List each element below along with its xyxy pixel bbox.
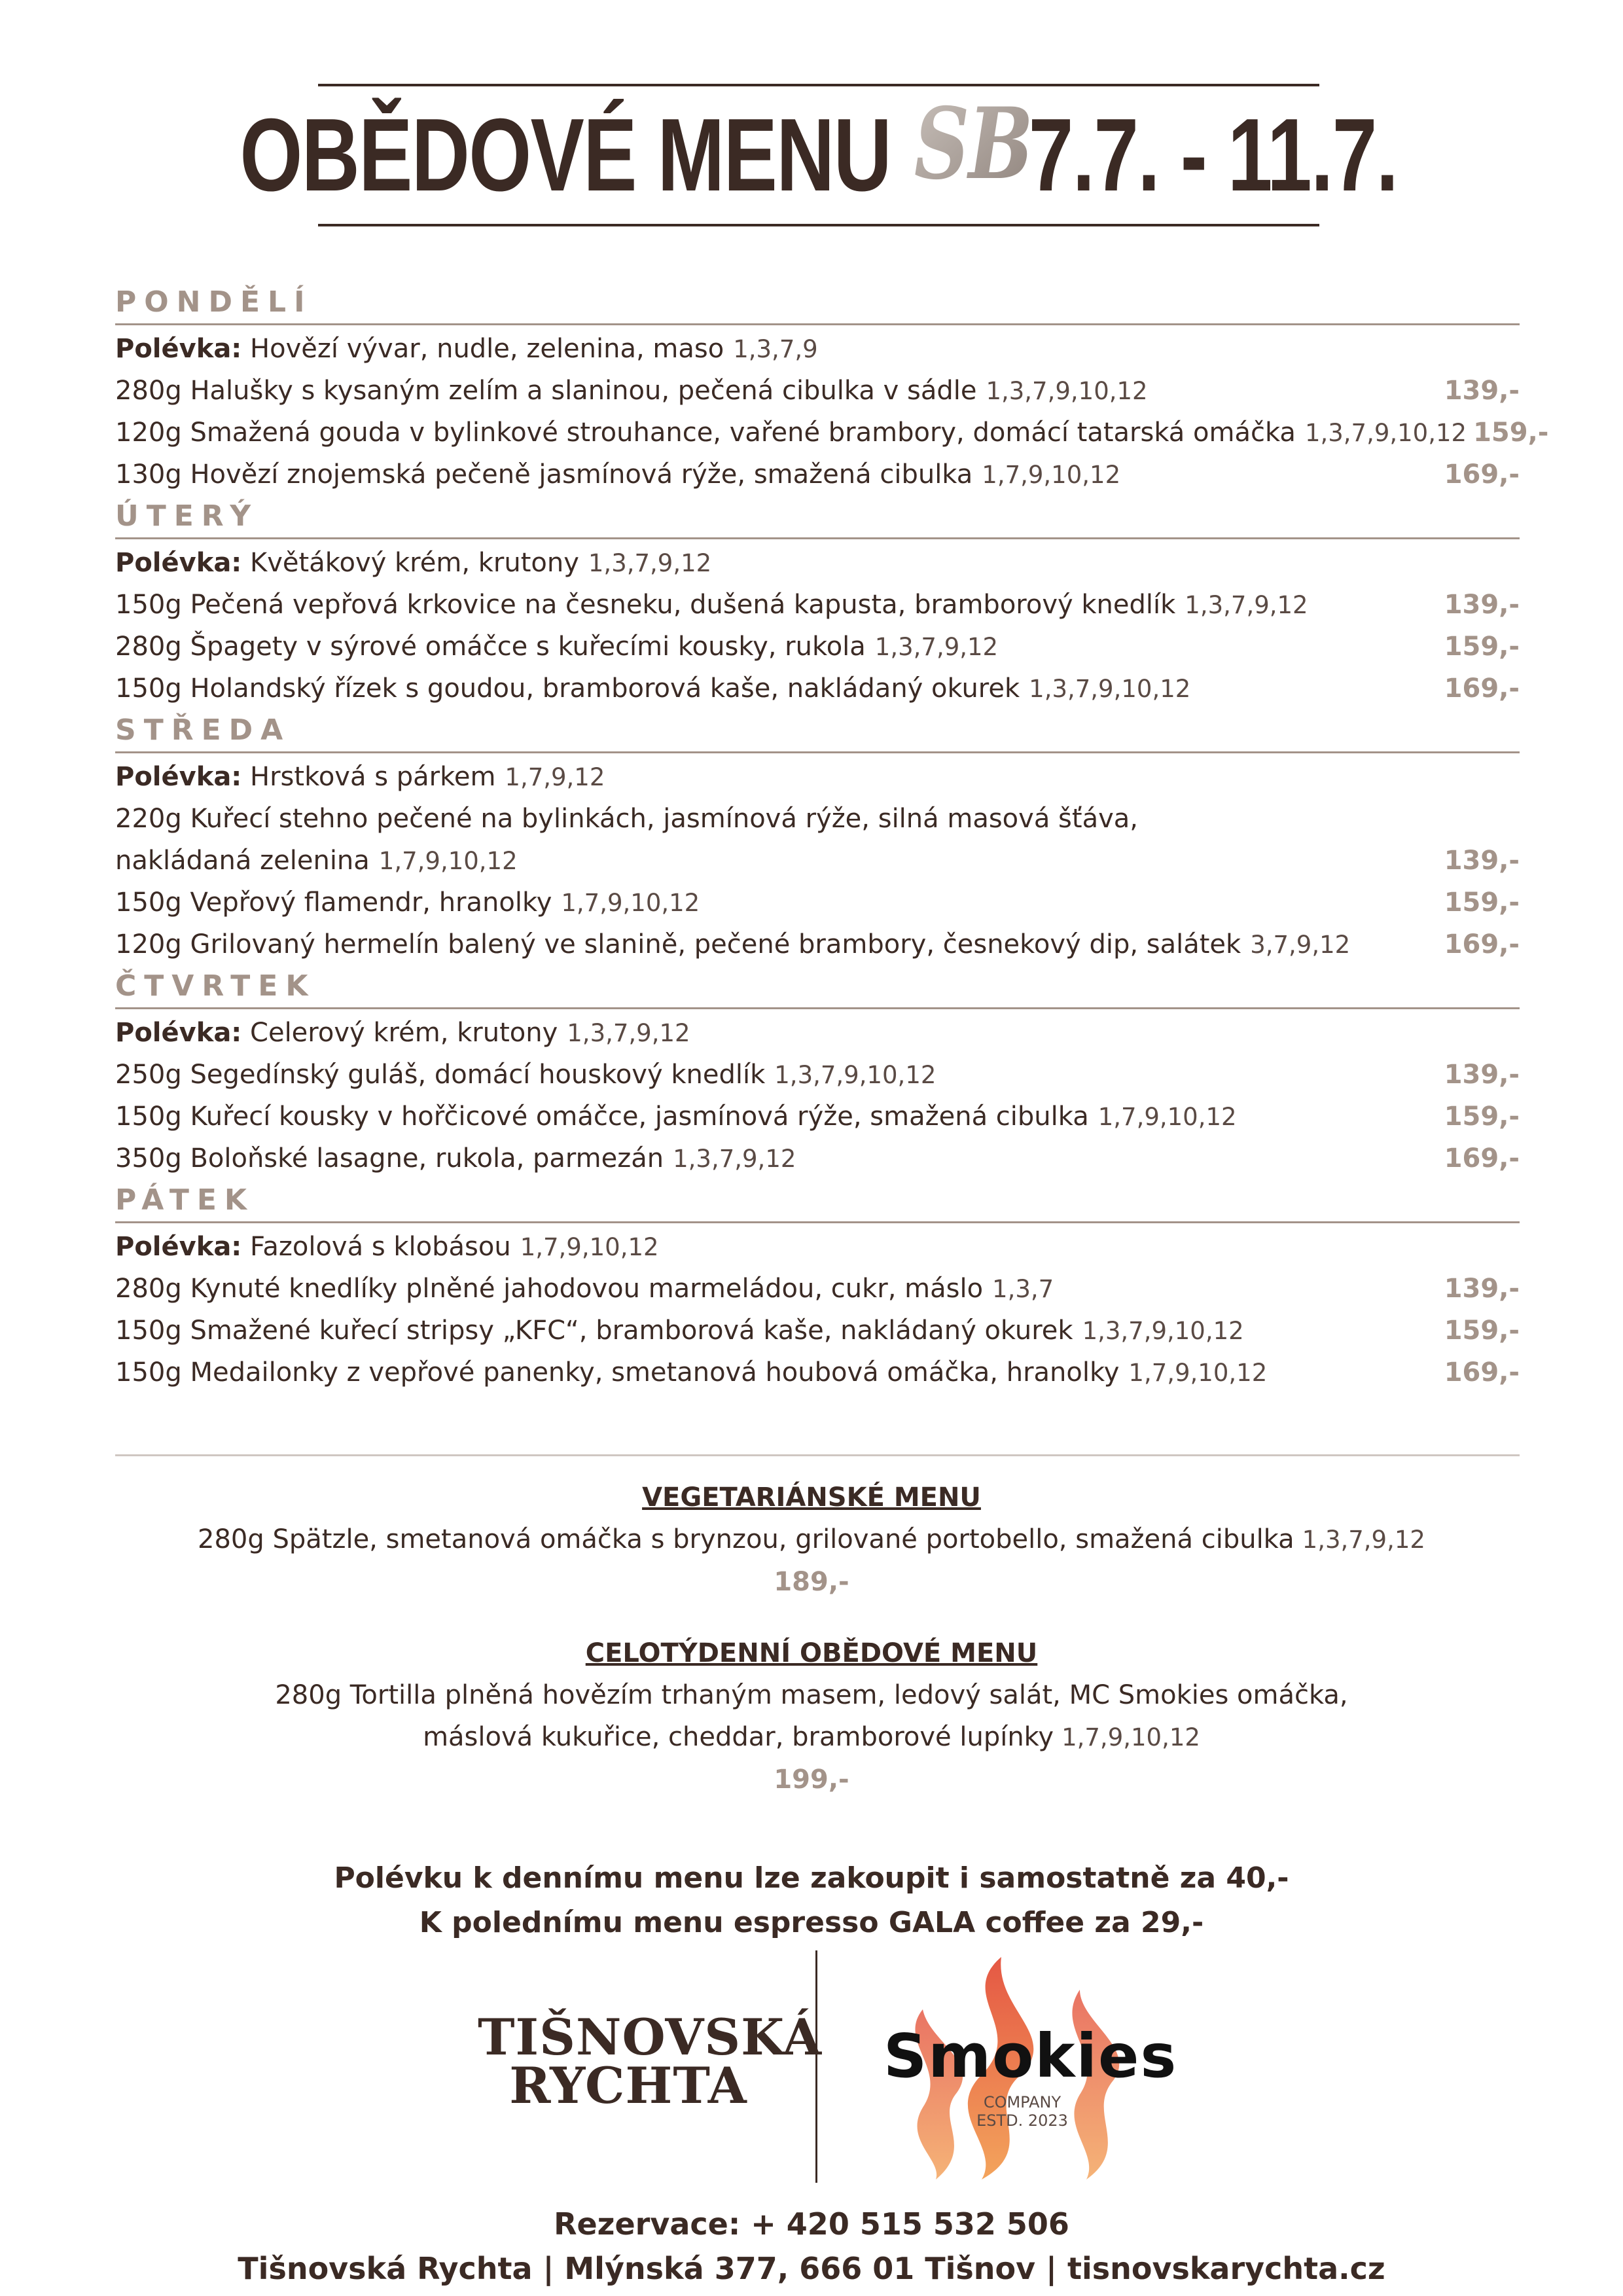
reservation-phone[interactable]: Rezervace: + 420 515 532 506 — [554, 2206, 1069, 2242]
soup-text: Celerový krém, krutony — [250, 1018, 558, 1048]
day-name: PÁTEK — [115, 1179, 1520, 1223]
menu-item-allergens: 1,7,9,10,12 — [561, 889, 700, 917]
menu-item-price: 169,- — [1444, 1143, 1520, 1174]
menu-item-row — [115, 1138, 1520, 1179]
menu-item-allergens: 1,3,7,9,10,12 — [1304, 419, 1467, 447]
menu-item-price: 159,- — [1444, 1102, 1520, 1132]
vegetarian-heading: VEGETARIÁNSKÉ MENU — [642, 1482, 981, 1513]
menu-item-text: 120g Smažená gouda v bylinkové strouhance, vařené brambory, domácí tatarská omáčka — [115, 418, 1296, 448]
menu-item-row — [115, 1352, 1520, 1393]
soup-text: Hrstková s párkem — [250, 762, 496, 792]
menu-item-allergens: 1,7,9,10,12 — [1128, 1359, 1268, 1387]
menu-header — [240, 84, 1398, 226]
smokies-sub2: ESTD. 2023 — [976, 2111, 1068, 2130]
soup-label: Polévka: — [115, 762, 242, 792]
tisnovska-rychta-logo — [478, 2008, 823, 2115]
menu-item-row — [115, 798, 1520, 840]
menu-item-text: 280g Kynuté knedlíky plněné jahodovou marmeládou, cukr, máslo — [115, 1274, 984, 1304]
menu-item-row — [115, 454, 1520, 495]
menu-item-row — [115, 1054, 1520, 1096]
menu-item-allergens: 1,3,7,9,10,12 — [1082, 1317, 1244, 1345]
soup-allergens: 1,3,7,9 — [733, 335, 818, 363]
menu-item-allergens: 1,3,7,9,10,12 — [774, 1061, 936, 1089]
menu-item-price: 139,- — [1444, 846, 1520, 876]
sb-monogram-logo — [911, 85, 1033, 217]
svg-text:SB: SB — [914, 85, 1033, 202]
menu-item-allergens: 1,7,9,10,12 — [1097, 1103, 1237, 1131]
soup-row — [115, 328, 1520, 370]
menu-item-text: 280g Špagety v sýrové omáčce s kuřecími kousky, rukola — [115, 632, 866, 662]
menu-item-text: 150g Pečená vepřová krkovice na česneku, dušená kapusta, bramborový knedlík — [115, 590, 1176, 620]
menu-item-row — [115, 668, 1520, 709]
menu-item-price: 159,- — [1444, 632, 1520, 662]
menu-item-price: 169,- — [1444, 459, 1520, 490]
day-section — [115, 709, 1520, 965]
soup-label: Polévka: — [115, 548, 242, 578]
menu-item-allergens: 1,7,9,10,12 — [378, 847, 518, 875]
menu-item-allergens: 1,3,7,9,10,12 — [1029, 675, 1191, 703]
menu-item-allergens: 1,3,7,9,10,12 — [986, 377, 1148, 405]
weekly-item-line1: 280g Tortilla plněná hovězím trhaným masem, ledový salát, MC Smokies omáčka, — [275, 1680, 1348, 1710]
day-name: STŘEDA — [115, 709, 1520, 753]
menu-item-row — [115, 412, 1549, 454]
menu-item-text-2: nakládaná zelenina — [115, 846, 370, 876]
soup-allergens: 1,7,9,12 — [505, 763, 605, 791]
menu-item-price: 159,- — [1473, 418, 1549, 448]
menu-item-allergens: 1,3,7 — [992, 1275, 1054, 1303]
menu-item-text: 150g Holandský řízek s goudou, bramborová kaše, nakládaný okurek — [115, 673, 1020, 704]
weekly-heading: CELOTÝDENNÍ OBĚDOVÉ MENU — [585, 1638, 1038, 1668]
menu-item-allergens: 3,7,9,12 — [1250, 931, 1351, 959]
soup-row — [115, 1012, 1520, 1054]
menu-item-price: 159,- — [1444, 1316, 1520, 1346]
weekly-item-line2 — [0, 1716, 1623, 1759]
soup-allergens: 1,7,9,10,12 — [520, 1233, 659, 1261]
menu-item-allergens: 1,3,7,9,12 — [673, 1145, 796, 1173]
address-line: Tišnovská Rychta | Mlýnská 377, 666 01 Tišnov | tisnovskarychta.cz — [238, 2251, 1385, 2286]
soup-text: Květákový krém, krutony — [250, 548, 579, 578]
weekly-price: 199,- — [774, 1765, 849, 1795]
logos-area — [0, 1950, 1623, 2186]
menu-item-row — [115, 1310, 1520, 1352]
menu-item-row — [115, 1096, 1520, 1138]
menu-item-price: 139,- — [1444, 1060, 1520, 1090]
soup-row — [115, 542, 1520, 584]
day-name: PONDĚLÍ — [115, 281, 1520, 325]
menu-item-text: 250g Segedínský guláš, domácí houskový knedlík — [115, 1060, 766, 1090]
title-text: OBĚDOVÉ MENU — [240, 97, 891, 213]
menu-item-text: 150g Kuřecí kousky v hořčicové omáčce, jasmínová rýže, smažená cibulka — [115, 1102, 1089, 1132]
soup-allergens: 1,3,7,9,12 — [588, 549, 712, 577]
vegetarian-allergens: 1,3,7,9,12 — [1302, 1526, 1425, 1554]
coffee-note: K polednímu menu espresso GALA coffee za 29,- — [419, 1906, 1204, 1939]
soup-row — [115, 1226, 1520, 1268]
menu-item-allergens: 1,3,7,9,12 — [1185, 591, 1308, 619]
logo-divider — [815, 1950, 817, 2183]
menu-item-row — [115, 924, 1520, 965]
menu-item-price: 169,- — [1444, 673, 1520, 704]
menu-notes — [0, 1856, 1623, 1945]
day-section — [115, 281, 1549, 495]
menu-item-text: 150g Vepřový flamendr, hranolky — [115, 888, 552, 918]
day-section — [115, 1179, 1520, 1393]
soup-text: Hovězí vývar, nudle, zelenina, maso — [250, 334, 724, 364]
menu-item-price: 139,- — [1444, 1274, 1520, 1304]
vegetarian-item-text: 280g Spätzle, smetanová omáčka s brynzou, grilované portobello, smažená cibulka — [198, 1524, 1294, 1554]
vegetarian-item — [0, 1518, 1623, 1561]
menu-item-row — [115, 882, 1520, 924]
tr-logo-line2: RYCHTA — [509, 2056, 747, 2115]
menu-item-row — [115, 1268, 1520, 1310]
weekly-item-line2-text: máslová kukuřice, cheddar, bramborové lupínky — [423, 1722, 1054, 1752]
menu-item-price: 169,- — [1444, 1357, 1520, 1388]
footer — [0, 2202, 1623, 2291]
menu-item-text: 120g Grilovaný hermelín balený ve slanině, pečené brambory, česnekový dip, salátek — [115, 929, 1241, 960]
vegetarian-price: 189,- — [774, 1567, 849, 1597]
day-name: ČTVRTEK — [115, 965, 1520, 1009]
menu-date-range: 7.7. - 11.7. — [1028, 97, 1398, 213]
day-section — [115, 495, 1520, 709]
menu-item-allergens: 1,3,7,9,12 — [874, 633, 999, 661]
soup-label: Polévka: — [115, 334, 242, 364]
menu-item-price: 159,- — [1444, 888, 1520, 918]
menu-item-row — [115, 370, 1520, 412]
menu-item-price: 139,- — [1444, 590, 1520, 620]
soup-label: Polévka: — [115, 1232, 242, 1262]
weekly-menu — [0, 1632, 1623, 1801]
soup-allergens: 1,3,7,9,12 — [567, 1019, 690, 1047]
day-section — [115, 965, 1520, 1179]
daily-menu-list — [115, 281, 1549, 1393]
smokies-logo — [870, 1950, 1178, 2186]
menu-item-text: 220g Kuřecí stehno pečené na bylinkách, jasmínová rýže, silná masová šťáva, — [115, 804, 1138, 834]
soup-note: Polévku k dennímu menu lze zakoupit i samostatně za 40,- — [334, 1861, 1289, 1895]
soup-text: Fazolová s klobásou — [250, 1232, 511, 1262]
menu-item-text: 350g Boloňské lasagne, rukola, parmezán — [115, 1143, 664, 1174]
menu-item-allergens: 1,7,9,10,12 — [982, 461, 1121, 489]
section-divider — [115, 1454, 1520, 1456]
soup-row — [115, 756, 1520, 798]
menu-item-price: 169,- — [1444, 929, 1520, 960]
smokies-subtitle — [957, 2093, 1088, 2130]
soup-label: Polévka: — [115, 1018, 242, 1048]
smokies-wordmark: Smokies — [883, 2021, 1178, 2091]
day-name: ÚTERÝ — [115, 495, 1520, 539]
smokies-sub1: COMPANY — [983, 2093, 1061, 2111]
menu-item-text: 280g Halušky s kysaným zelím a slaninou, pečená cibulka v sádle — [115, 376, 977, 406]
weekly-allergens: 1,7,9,10,12 — [1061, 1723, 1200, 1751]
menu-item-text: 130g Hovězí znojemská pečeně jasmínová rýže, smažená cibulka — [115, 459, 973, 490]
menu-item-row-continued — [115, 840, 1520, 882]
menu-item-row — [115, 626, 1520, 668]
menu-item-text: 150g Smažené kuřecí stripsy „KFC“, bramborová kaše, nakládaný okurek — [115, 1316, 1073, 1346]
menu-title — [240, 85, 1398, 217]
menu-item-row — [115, 584, 1520, 626]
vegetarian-menu — [0, 1477, 1623, 1603]
menu-item-price: 139,- — [1444, 376, 1520, 406]
menu-item-text: 150g Medailonky z vepřové panenky, smetanová houbová omáčka, hranolky — [115, 1357, 1120, 1388]
tr-logo-line1: TIŠNOVSKÁ — [478, 2008, 823, 2066]
